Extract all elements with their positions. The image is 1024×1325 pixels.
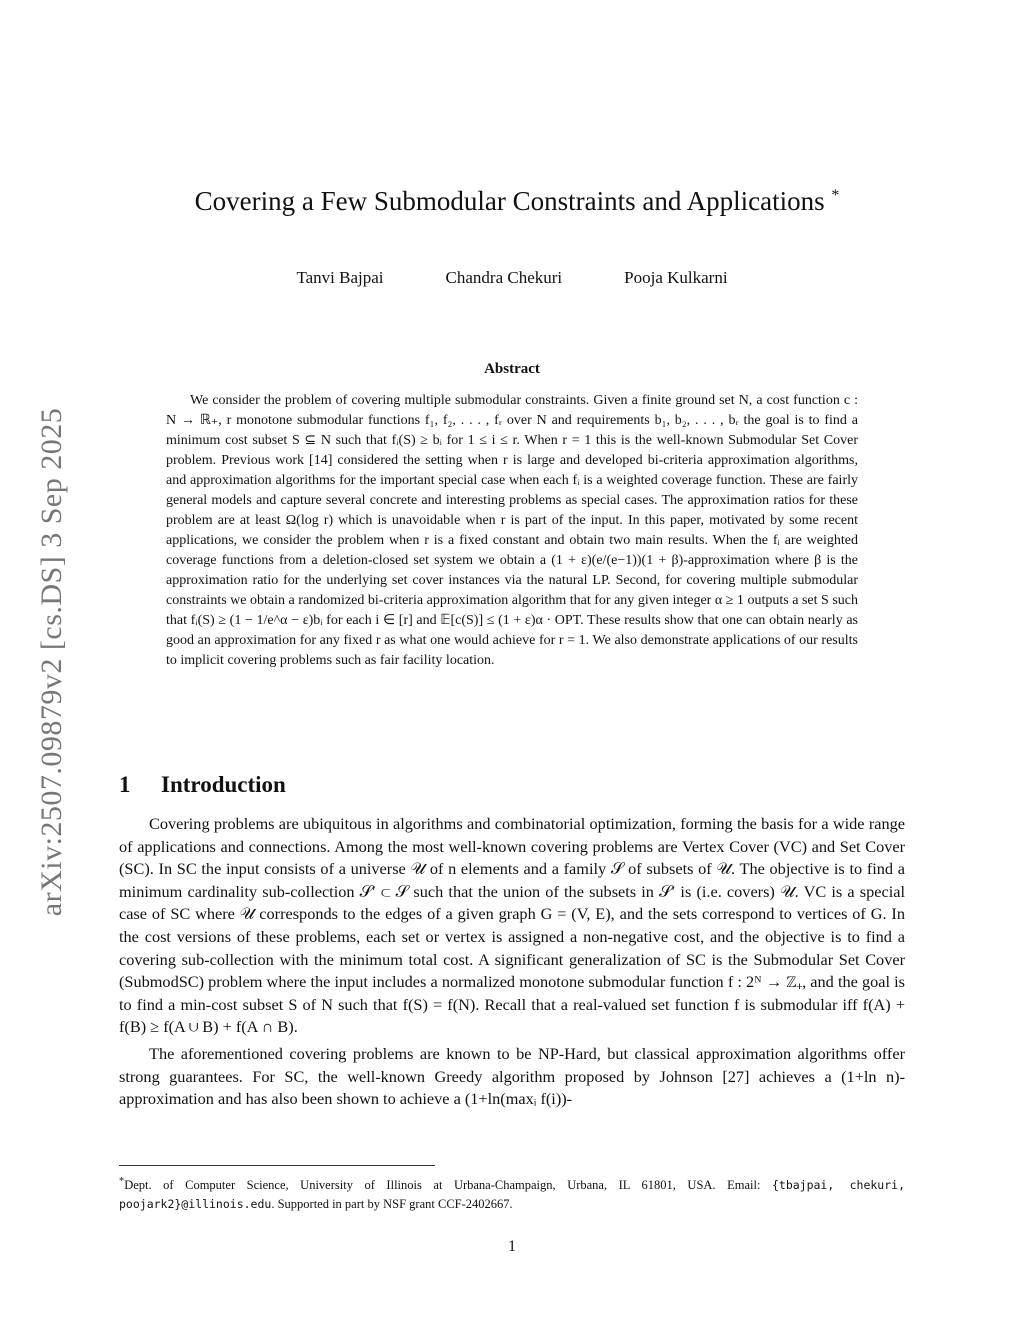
page-number: 1	[508, 1238, 516, 1255]
footnote-text: Dept. of Computer Science, University of Illinois at Urbana-Champaign, Urbana, IL 61801, USA. Email:	[124, 1178, 761, 1193]
footnote-mark: *	[119, 1176, 125, 1187]
intro-paragraph-2: The aforementioned covering problems are known to be NP-Hard, but classical approximation algorithms offer strong guarantees. For SC, the well-known Greedy algorithm proposed by Johnson [27] achieves a (1+ln n)-approximation and has also been shown to achieve a (1+ln(maxᵢ f(i))-	[119, 1043, 905, 1109]
abstract-block	[166, 391, 858, 671]
author-name: Pooja Kulkarni	[624, 268, 728, 287]
body-text	[119, 813, 905, 1115]
footnote-divider	[119, 1165, 435, 1166]
author-name: Chandra Chekuri	[445, 268, 563, 287]
intro-paragraph-1: Covering problems are ubiquitous in algorithms and combinatorial optimization, forming the basis for a wide range of applications and connections. Among the most well-known covering problems are Vertex Cover (VC) and Set Cover (SC). In SC the input consists of a universe 𝒰 of n elements and a family 𝒮 of subsets of 𝒰. The objective is to find a minimum cardinality sub-collection 𝒮′ ⊂ 𝒮 such that the union of the subsets in 𝒮′ is (i.e. covers) 𝒰. VC is a special case of SC where 𝒰 corresponds to the edges of a given graph G = (V, E), and the sets correspond to vertices of G. In the cost versions of these problems, each set or vertex is assigned a non-negative cost, and the objective is to find a covering sub-collection with the minimum total cost. A significant generalization of SC is the Submodular Set Cover (SubmodSC) problem where the input includes a normalized monotone submodular function f : 2ᴺ → ℤ₊, and the goal is to find a min-cost subset S of N such that f(S) = f(N). Recall that a real-valued set function f is submodular iff f(A) + f(B) ≥ f(A ∪ B) + f(A ∩ B).	[119, 814, 905, 1037]
title-footnote-mark: *	[831, 187, 840, 204]
abstract-heading: Abstract	[484, 361, 540, 377]
abstract-text: We consider the problem of covering multiple submodular constraints. Given a finite ground set N, a cost function c : N → ℝ₊, r monotone submodular functions f₁, f₂, . . . , fᵣ over N and requirements b₁, b₂, . . . , bᵣ the goal is to find a minimum cost subset S ⊆ N such that fᵢ(S) ≥ bᵢ for 1 ≤ i ≤ r. When r = 1 this is the well-known Submodular Set Cover problem. Previous work [14] considered the setting when r is large and developed bi-criteria approximation algorithms, and approximation algorithms for the important special case when each fᵢ is a weighted coverage function. These are fairly general models and capture several concrete and interesting problems as special cases. The approximation ratios for these problem are at least Ω(log r) which is unavoidable when r is part of the input. In this paper, motivated by some recent applications, we consider the problem when r is a fixed constant and obtain two main results. When the fᵢ are weighted coverage functions from a deletion-closed set system we obtain a (1 + ε)(e/(e−1))(1 + β)-approximation where β is the approximation ratio for the underlying set cover instances via the natural LP. Second, for covering multiple submodular constraints we obtain a randomized bi-criteria approximation algorithm that for any given integer α ≥ 1 outputs a set S such that fᵢ(S) ≥ (1 − 1/e^α − ε)bᵢ for each i ∈ [r] and 𝔼[c(S)] ≤ (1 + ε)α · OPT. These results show that one can obtain nearly as good an approximation for any fixed r as what one would achieve for r = 1. We also demonstrate applications of our results to implicit covering problems such as fair facility location.	[166, 393, 858, 668]
footnote-tail: . Supported in part by NSF grant CCF-2402667.	[271, 1197, 513, 1212]
section-heading	[119, 772, 286, 798]
arxiv-identifier: arXiv:2507.09879v2 [cs.DS] 3 Sep 2025	[35, 407, 68, 917]
footnote	[119, 1172, 905, 1214]
paper-title	[0, 186, 1024, 217]
author-name: Tanvi Bajpai	[296, 268, 384, 287]
section-number: 1	[119, 772, 131, 797]
author-list	[0, 268, 1024, 288]
paper-title-text: Covering a Few Submodular Constraints and Applications	[194, 186, 825, 216]
footnote-email: {tbajpai, chekuri, poojark2}@illinois.edu	[119, 1178, 906, 1212]
section-title: Introduction	[161, 772, 286, 797]
